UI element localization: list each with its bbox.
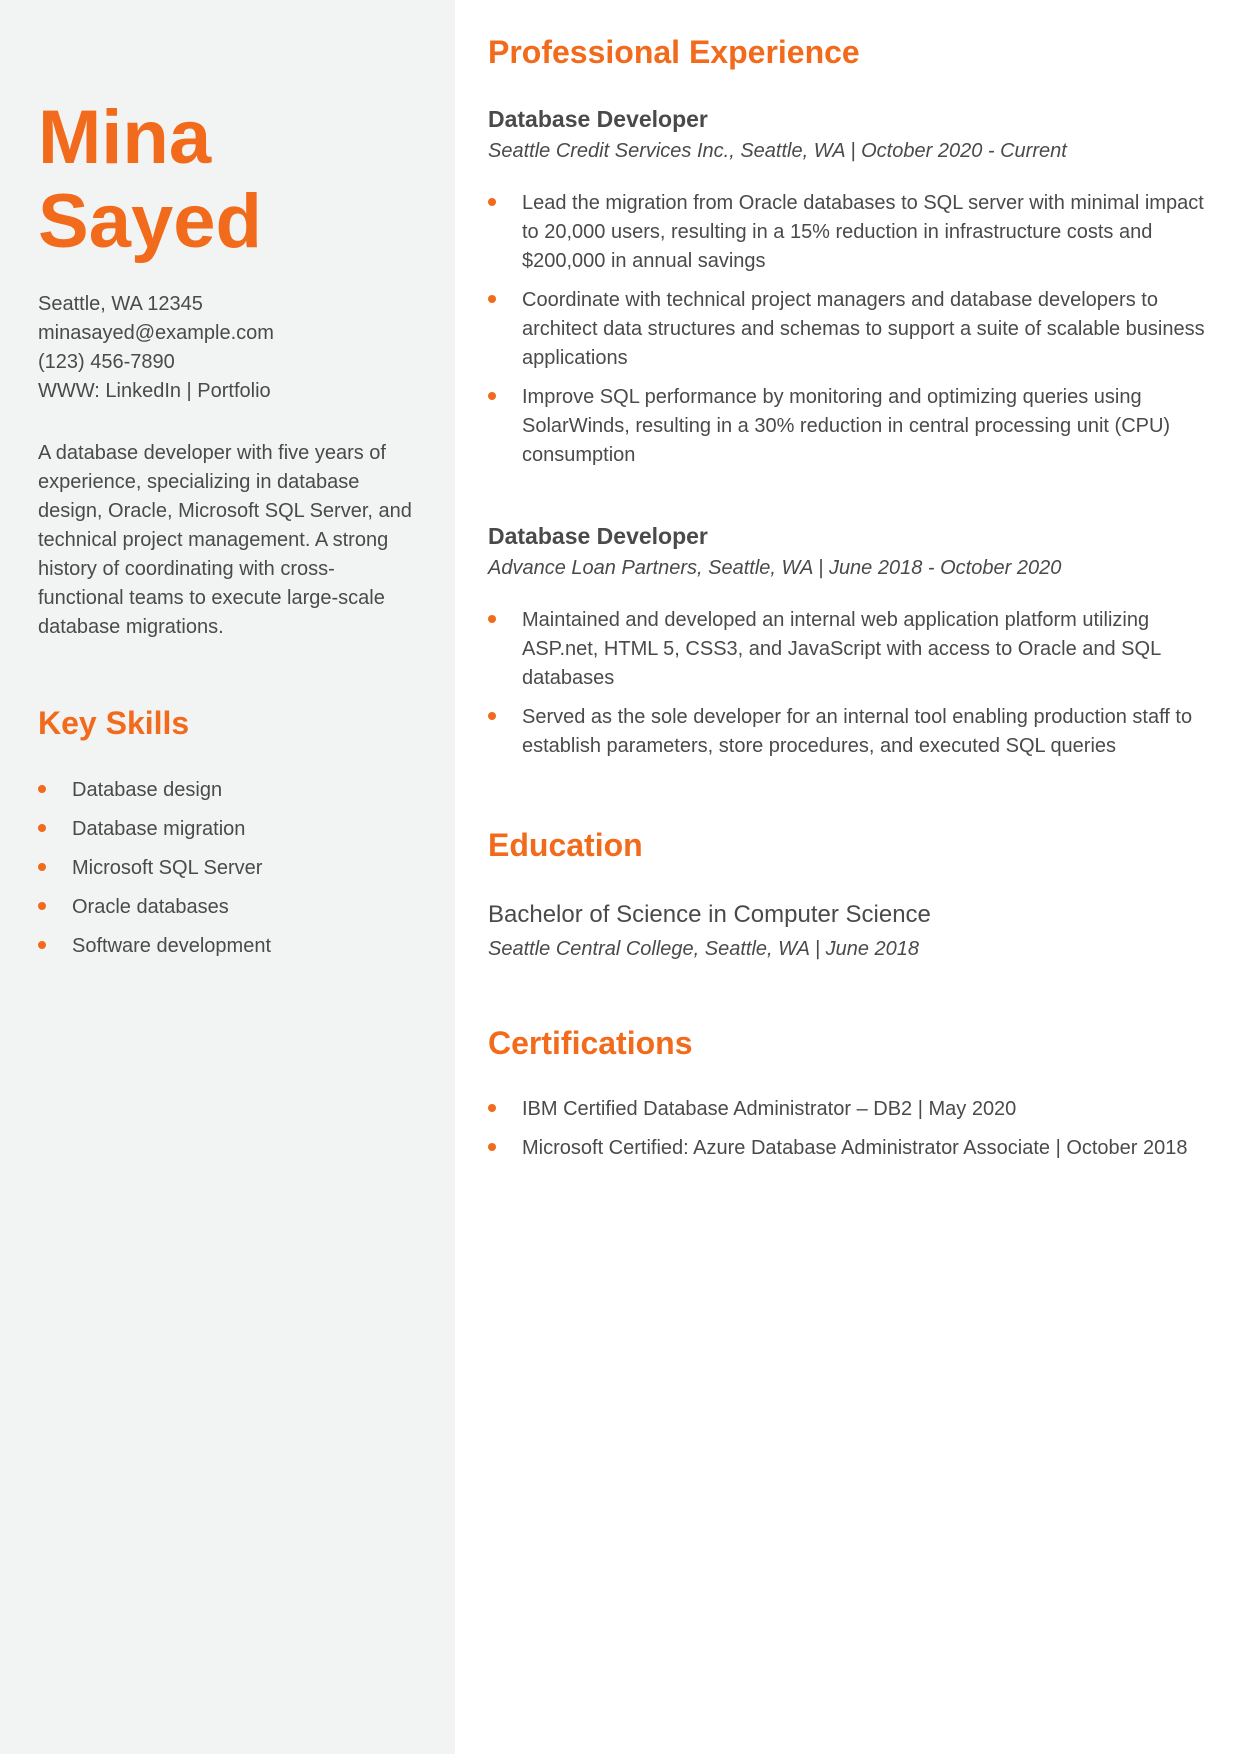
bullet-icon — [38, 941, 46, 949]
bullet-icon — [488, 1104, 496, 1112]
bullet-icon — [488, 392, 496, 400]
bullet-icon — [488, 295, 496, 303]
skill-item — [38, 893, 271, 922]
skills-list — [38, 776, 271, 971]
skill-item — [38, 776, 271, 805]
certification-label: Microsoft Certified: Azure Database Administrator Associate | October 2018 — [522, 1137, 1188, 1159]
job-meta: Advance Loan Partners, Seattle, WA | June 2018 - October 2020 — [488, 557, 1062, 579]
last-name: Sayed — [38, 179, 262, 264]
candidate-name — [38, 96, 262, 264]
job-bullet-text: Maintained and developed an internal web application platform utilizing ASP.net, HTML 5, CSS3, and JavaScript with access to Oracle and SQL databases — [522, 609, 1161, 689]
phone-text: (123) 456-7890 — [38, 351, 175, 373]
certifications-list — [488, 1095, 1208, 1173]
experience-heading: Professional Experience — [488, 34, 860, 70]
first-name: Mina — [38, 95, 212, 180]
job-meta: Seattle Credit Services Inc., Seattle, WA | October 2020 - Current — [488, 140, 1067, 162]
skill-label: Database migration — [72, 818, 246, 840]
job-title: Database Developer — [488, 523, 708, 549]
skill-label: Software development — [72, 935, 272, 957]
job-bullet — [488, 703, 1208, 761]
job-entry — [488, 521, 1208, 771]
email-text: minasayed@example.com — [38, 322, 274, 344]
bullet-icon — [488, 1143, 496, 1151]
bullet-icon — [38, 863, 46, 871]
certifications-heading: Certifications — [488, 1025, 693, 1061]
job-bullet-text: Coordinate with technical project managers and database developers to architect data structures and schemas to support a suite of scalable business applications — [522, 289, 1205, 369]
education-heading: Education — [488, 827, 643, 863]
contact-info — [38, 290, 274, 406]
bullet-icon — [488, 615, 496, 623]
location-text: Seattle, WA 12345 — [38, 293, 203, 315]
job-bullet — [488, 189, 1208, 276]
skills-heading: Key Skills — [38, 705, 190, 741]
bullet-icon — [488, 198, 496, 206]
job-bullet — [488, 286, 1208, 373]
job-bullet — [488, 606, 1208, 693]
web-links: WWW: LinkedIn | Portfolio — [38, 380, 271, 402]
job-bullet — [488, 383, 1208, 470]
certification-item — [488, 1095, 1208, 1124]
school-meta: Seattle Central College, Seattle, WA | June 2018 — [488, 938, 920, 960]
sidebar — [0, 0, 455, 1754]
skill-item — [38, 815, 271, 844]
job-bullet-text: Lead the migration from Oracle databases to SQL server with minimal impact to 20,000 users, resulting in a 15% reduction in infrastructure costs and $200,000 in annual savings — [522, 192, 1204, 272]
certification-label: IBM Certified Database Administrator – DB2 | May 2020 — [522, 1098, 1017, 1120]
job-bullet-text: Served as the sole developer for an internal tool enabling production staff to establish parameters, store procedures, and executed SQL queries — [522, 706, 1193, 757]
job-bullets — [488, 189, 1208, 470]
bullet-icon — [38, 824, 46, 832]
skill-label: Microsoft SQL Server — [72, 857, 263, 879]
skill-label: Oracle databases — [72, 896, 229, 918]
profile-summary: A database developer with five years of experience, specializing in database design, Oracle, Microsoft SQL Server, and technical project management. A strong history of coordinating with cross-functional teams to execute large-scale database migrations. — [38, 442, 412, 638]
skill-label: Database design — [72, 779, 223, 801]
job-bullet-text: Improve SQL performance by monitoring and optimizing queries using SolarWinds, resulting in a 30% reduction in central processing unit (CPU) consumption — [522, 386, 1171, 466]
job-title: Database Developer — [488, 106, 708, 132]
bullet-icon — [38, 785, 46, 793]
job-bullets — [488, 606, 1208, 761]
bullet-icon — [38, 902, 46, 910]
skill-item — [38, 932, 271, 961]
degree-title: Bachelor of Science in Computer Science — [488, 901, 931, 928]
certification-item — [488, 1134, 1208, 1163]
bullet-icon — [488, 712, 496, 720]
skill-item — [38, 854, 271, 883]
job-entry — [488, 104, 1208, 480]
